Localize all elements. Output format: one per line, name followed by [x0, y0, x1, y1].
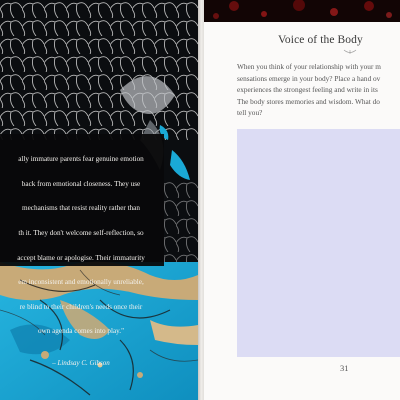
quote-text: [4, 141, 158, 350]
quote-line: ally immature parents fear genuine emotion: [18, 155, 144, 164]
quote-line: accept blame or apologise. Their immaturity: [17, 253, 145, 262]
quote-box: [0, 134, 164, 368]
journal-prompt: [237, 61, 400, 119]
prompt-line: The body stores memories and wisdom. What do: [237, 96, 380, 106]
marbled-header-strip: [204, 0, 400, 22]
right-page: [204, 0, 400, 400]
quote-line: re blind to their children's needs once their: [19, 302, 143, 311]
quote-line: th it. They don't welcome self-reflection, so: [18, 229, 144, 238]
prompt-line: When you think of your relationship with your m: [237, 62, 381, 71]
left-page-artwork: [0, 0, 198, 400]
page-title: Voice of the Body: [278, 34, 363, 46]
page-number: 31: [340, 363, 349, 373]
quote-line: back from emotional closeness. They use: [21, 179, 141, 188]
journal-writing-area[interactable]: [237, 129, 400, 357]
prompt-line: tell you?: [237, 108, 263, 118]
red-marble-art: [204, 0, 400, 22]
quote-line: mechanisms that resist reality rather than: [22, 204, 140, 213]
quote-line: own agenda comes into play.": [37, 327, 125, 336]
prompt-line: experiences the strongest feeling and write in its: [237, 85, 378, 95]
prompt-line: sensations emerge in your body? Place a hand ov: [237, 73, 381, 83]
quote-line: em inconsistent and emotionally unreliable,: [18, 278, 144, 287]
ornament-icon: [343, 48, 357, 56]
quote-attribution: – Lindsay C. Gibson: [52, 359, 110, 368]
